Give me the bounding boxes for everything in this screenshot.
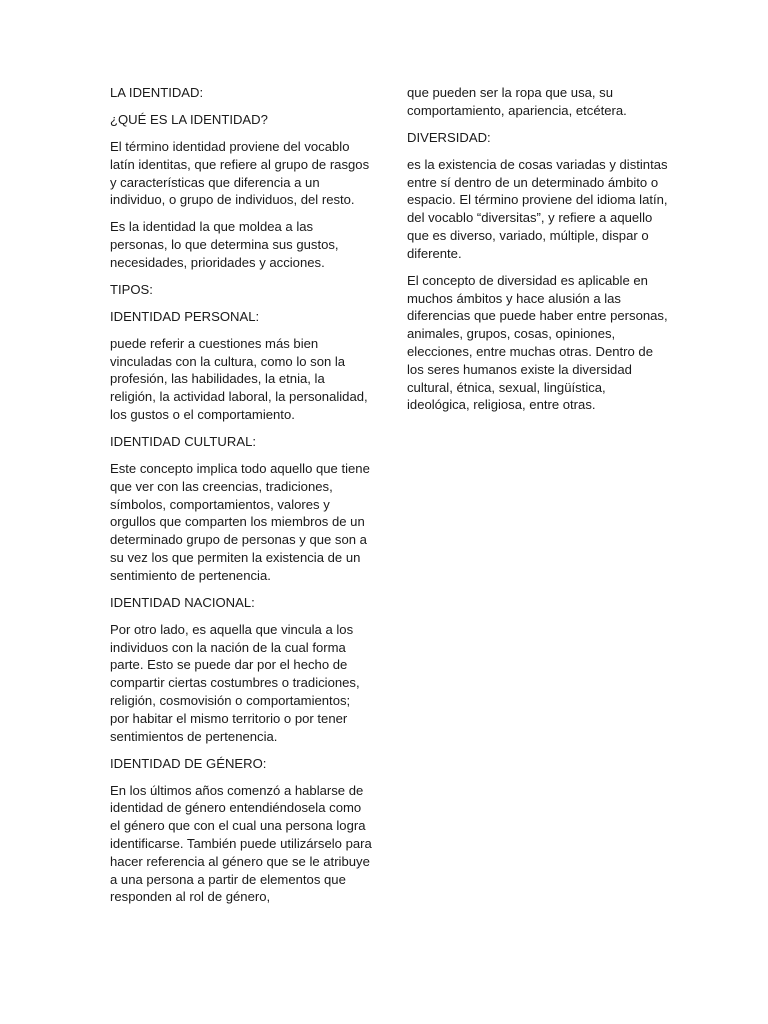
paragraph-genero-continuacion: que pueden ser la ropa que usa, su comportamiento, apariencia, etcétera. [407, 85, 627, 118]
paragraph-diversidad-concepto: El concepto de diversidad es aplicable en muchos ámbitos y hace alusión a las diferencias que puede haber entre personas, animales, grupos, cosas, opiniones, elecciones, entre muchas otras. Dentro de los seres humanos existe la diversidad cultural, étnica, sexual, lingüística, ideológica, religiosa, entre otras. [407, 272, 668, 413]
heading-que-es-la-identidad: ¿QUÉ ES LA IDENTIDAD? [110, 111, 268, 127]
heading-identidad-nacional: IDENTIDAD NACIONAL: [110, 594, 255, 610]
paragraph-moldea-personas: Es la identidad la que moldea a las personas, lo que determina sus gustos, necesidades, prioridades y acciones. [110, 219, 339, 270]
paragraph-identidad-de-genero: En los últimos años comenzó a hablarse de identidad de género entendiéndosela como el género que con el cual una persona logra identificarse. También puede utilizárselo para hacer referencia al género que se le atribuye a una persona a partir de elementos que responden al rol de género, [110, 782, 372, 905]
paragraph-diversidad-definicion: es la existencia de cosas variadas y distintas entre sí dentro de un determinado ámbito o espacio. El término proviene del idioma latín, del vocablo “diversitas”, y refiere a aquello que es diverso, variado, múltiple, dispar o diferente. [407, 156, 668, 261]
left-column [110, 84, 372, 915]
heading-la-identidad: LA IDENTIDAD: [110, 85, 204, 100]
heading-diversidad: DIVERSIDAD: [407, 129, 491, 145]
heading-identidad-cultural: IDENTIDAD CULTURAL: [110, 434, 256, 450]
paragraph-identidad-nacional: Por otro lado, es aquella que vincula a los individuos con la nación de la cual forma parte. Esto se puede dar por el hecho de compartir ciertas costumbres o tradiciones, religión, cosmovisión o comportamientos; por habitar el mismo territorio o por tener sentimientos de pertenencia. [110, 621, 360, 744]
paragraph-identidad-personal: puede referir a cuestiones más bien vinculadas con la cultura, como lo son la profesión, las habilidades, la etnia, la religión, la actividad laboral, la personalidad, los gustos o el comportamiento. [110, 335, 368, 423]
heading-identidad-personal: IDENTIDAD PERSONAL: [110, 308, 260, 324]
right-column [407, 84, 669, 423]
paragraph-origen-termino: El término identidad proviene del vocablo latín identitas, que refiere al grupo de rasgos y características que diferencia a un individuo, o grupo de individuos, del resto. [110, 138, 370, 208]
heading-identidad-de-genero: IDENTIDAD DE GÉNERO: [110, 755, 267, 771]
heading-tipos: TIPOS: [110, 281, 153, 297]
paragraph-identidad-cultural: Este concepto implica todo aquello que tiene que ver con las creencias, tradiciones, símbolos, comportamientos, valores y orgullos que comparten los miembros de un determinado grupo de personas y que son a su vez los que permiten la existencia de un sentimiento de pertenencia. [110, 461, 370, 583]
